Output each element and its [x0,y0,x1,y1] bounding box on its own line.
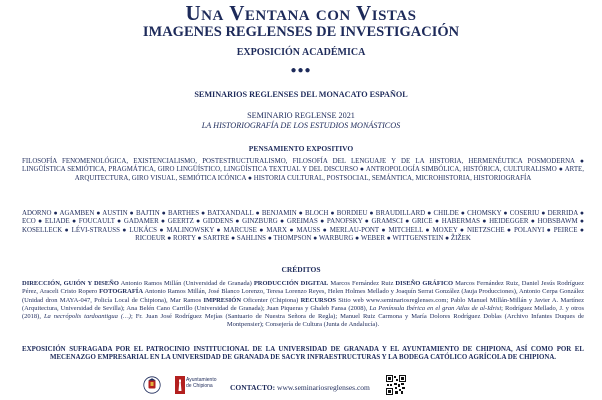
credit-text-recursos-3: ; Fr. Juan José Rodríguez Mejías (Santuario de Nuestra Señora de Regla); Manuel Ruiz Carmona y María Dolores Rodríguez Doblas (Archivo Infantes Duques de Montpensier); Consejería de Cultura (Junta de Andalucía). [130,313,584,329]
credit-label-diseno: DISEÑO GRÁFICO [395,280,454,287]
credits-text [22,280,584,330]
pensamiento-heading: PENSAMIENTO EXPOSITIVO [248,144,354,153]
credit-text-fotografia: Antonio Ramos Millán, José Blanco Lorenzo, Teresa Lorenzo Reyes, Helen Holmes Mellado y Joaquín Serrat González (Jauja Producciones), Antonio Cerpa González (Unidad dron MAYA-047, Policía Local de Chipiona), Mar Ramos [22,288,584,304]
credit-label-direccion: DIRECCIÓN, GUIÓN Y DISEÑO [22,280,119,287]
university-crest-icon [143,376,161,394]
creditos-heading: CRÉDITOS [281,265,321,274]
credit-text-recursos: Sitio web www.seminariosreglenses.com; Pablo Manuel Millán-Millán y Javier A. Martínez (Arquitectura, Universidad de Sevilla); Ana Belén Cano Carrillo (Universidad de Granada); Juan Piqueras y Ghaleb Fansa (2008), [22,296,585,312]
contact-line [230,383,370,392]
seminar-year: SEMINARIO REGLENSE 2021 [247,111,355,120]
credit-label-recursos: RECURSOS [300,296,337,304]
seminar-theme: LA HISTORIOGRAFÍA DE LOS ESTUDIOS MONÁSTICOS [201,121,401,130]
credit-text-diseno: Marcos Fernández Ruiz, Daniel Jesús Rodríguez Pérez, Araceli Cristo Ropero [22,280,584,296]
credit-title-necropolis: La necrópolis tardoantigua (…) [43,313,131,321]
exhibition-subtitle: IMAGENES REGLENSES DE INVESTIGACIÓN [142,24,460,40]
credit-text-produccion: Marcos Fernández Ruiz [328,280,396,287]
credit-label-impresion: IMPRESIÓN [203,296,242,304]
credit-text-impresion: Oficenter (Chipiona) [241,296,301,304]
exhibition-title: Una Ventana con Vistas [185,1,417,25]
contact-label: CONTACTO: [230,383,276,392]
authors-list: ADORNO ● AGAMBEN ● AUSTIN ● BAJTIN ● BARTHES ● BATXANDALL ● BENJAMIN ● BLOCH ● BORDIEU ● BRAUDILLARD ● CHILDE ● CHOMSKY ● COSERIU ● DERRIDA ● ECO ● ELIADE ● FOUCAULT ● GADAMER ● GEERTZ ● GIDDENS ● GINZBURG ● GREIMAS ● PANOFSKY ● GRAMSCI ● GRICE ● HABERMAS ● HEIDEGGER ● HOBSBAWM ● KOSELLECK ● LÉVI-STRAUSS ● LUKÁCS ● MALINOWSKY ● MARCUSE ● MARX ● MAUSS ● MERLAU-PONT ● MITCHELL ● MOXEY ● NIETZSCHE ● POLANYI ● PEIRCE ● RICOEUR ● RORTY ● SARTRE ● SAHLINS ● THOMPSON ● WARBURG ● WEBER ● WITTGENSTEIN ● ŽIŽEK [22,210,584,242]
lighthouse-icon [175,376,185,394]
ayuntamiento-line-1: Ayuntamiento [186,377,217,383]
ayuntamiento-chipiona-logo [175,376,217,394]
ayuntamiento-line-2: de Chipiona [186,382,213,389]
separator-dots: ●●● [290,65,312,76]
credit-title-atlas: La Península Ibérica en el gran Atlas de al-Idrisi [369,304,502,312]
contact-url-link[interactable]: www.seminariosreglenses.com [277,383,370,392]
seminars-heading: SEMINARIOS REGLENSES DEL MONACATO ESPAÑOL [194,90,408,99]
credit-label-produccion: PRODUCCIÓN DIGITAL [253,280,329,287]
ayuntamiento-label [186,378,216,389]
qr-code-icon[interactable] [386,375,406,395]
sponsorship-text: EXPOSICIÓN SUFRAGADA POR EL PATROCINIO INSTITUCIONAL DE LA UNIVERSIDAD DE GRANADA Y EL AYUNTAMIENTO DE CHIPIONA, ASÍ COMO POR EL MECENAZGO EMPRESARIAL EN LA UNIVERSIDAD DE GRANADA DE SACYR INFRAESTRUCTURAS Y LA BODEGA CATÓLICO AGRÍCOLA DE CHIPIONA. [22,346,584,362]
credit-text-direccion: Antonio Ramos Millán (Universidad de Granada) [118,280,254,287]
pensamiento-text: FILOSOFÍA FENOMENOLÓGICA, EXISTENCIALISMO, POSTESTRUCTURALISMO, FILOSOFÍA DEL LENGUAJE Y DE LA HISTORIA, HERMENÉUTICA POSMODERNA ● LINGÜÍSTICA SEMIÓTICA, PRAGMÁTICA, GIRO LINGÜÍSTICO, LINGÜÍSTICA TEXTUAL Y DEL DISCURSO ● ANTROPOLOGÍA SIMBÓLICA, HISTÓRICA, CULTURALISMO ● ARTE, ARQUITECTURA, GIRO VISUAL, SEMIÓTICA ICÓNICA ● HISTORIA CULTURAL, POSTSOCIAL, SEMÁNTICA, MICROHISTORIA, HISTORIOGRAFÍA [22,158,584,182]
credit-text-recursos-2: ; Rodríguez Mellado, J. y otros (2018), [22,304,584,321]
exhibition-type: EXPOSICIÓN ACADÉMICA [236,47,366,58]
footer [0,374,602,396]
credit-label-fotografia: FOTOGRAFÍA [99,288,144,296]
